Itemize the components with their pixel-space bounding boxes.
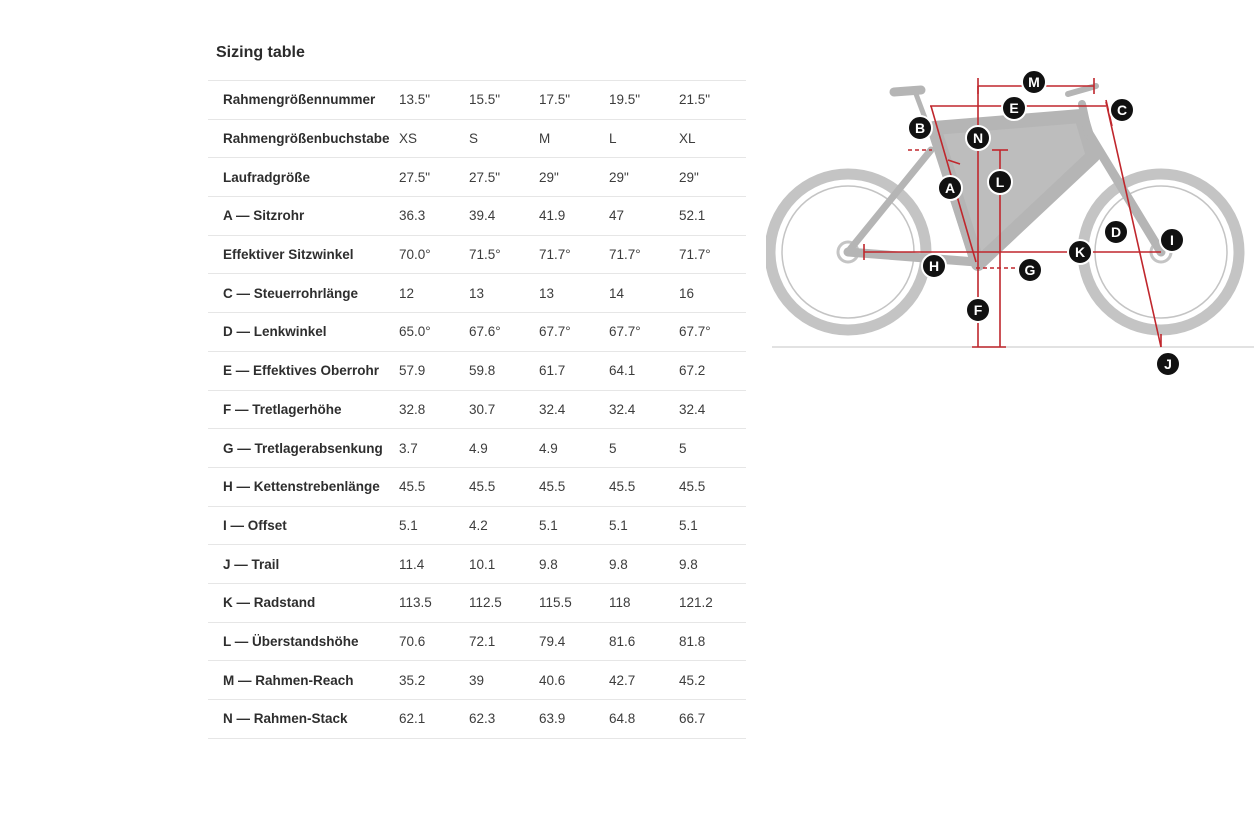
table-cell: 81.6 <box>609 633 636 649</box>
marker-badge-m <box>1022 70 1046 94</box>
table-cell: 21.5" <box>679 92 711 108</box>
row-label: J — Trail <box>223 556 280 572</box>
table-cell: 16 <box>679 285 695 301</box>
table-cell: 121.2 <box>679 595 713 611</box>
table-cell: 29" <box>679 169 699 185</box>
row-label: A — Sitzrohr <box>223 208 305 224</box>
table-cell: 9.8 <box>539 556 558 572</box>
marker-letter: C <box>1116 102 1128 118</box>
table-row <box>208 120 746 159</box>
table-cell: XS <box>399 131 418 147</box>
table-cell: 32.4 <box>609 401 636 417</box>
marker-letter: M <box>1028 74 1040 90</box>
table-cell: 9.8 <box>609 556 628 572</box>
table-row <box>208 81 746 120</box>
table-cell: 115.5 <box>539 595 572 611</box>
table-cell: 12 <box>399 285 415 301</box>
marker-badge-c <box>1110 98 1134 122</box>
marker-letter: E <box>1009 100 1019 116</box>
table-cell: 67.6° <box>469 324 501 340</box>
table-cell: 71.7° <box>609 247 641 263</box>
bike-geometry-diagram <box>766 64 1256 384</box>
table-cell: 45.5 <box>539 479 566 495</box>
marker-badge-h <box>922 254 946 278</box>
table-cell: XL <box>679 131 696 147</box>
table-cell: 4.2 <box>469 517 488 533</box>
table-cell: 13 <box>469 285 485 301</box>
table-cell: 17.5" <box>539 92 571 108</box>
table-row <box>208 391 746 430</box>
table-cell: 81.8 <box>679 633 706 649</box>
table-cell: 27.5" <box>469 169 501 185</box>
table-cell: 4.9 <box>469 440 488 456</box>
row-label: Rahmengrößenbuchstabe <box>223 131 390 147</box>
row-label: K — Radstand <box>223 595 316 611</box>
row-label: Rahmengrößennummer <box>223 92 376 108</box>
table-cell: L <box>609 131 617 147</box>
table-cell: 36.3 <box>399 208 426 224</box>
marker-letter: N <box>972 130 984 146</box>
marker-badge-d <box>1104 220 1128 244</box>
table-cell: 15.5" <box>469 92 501 108</box>
table-cell: 61.7 <box>539 363 566 379</box>
table-cell: 67.7° <box>609 324 641 340</box>
table-cell: 72.1 <box>469 633 496 649</box>
table-cell: 5.1 <box>539 517 558 533</box>
table-row <box>208 313 746 352</box>
table-cell: 13 <box>539 285 555 301</box>
sizing-table <box>208 80 746 739</box>
marker-badge-f <box>966 298 990 322</box>
table-cell: 71.5° <box>469 247 501 263</box>
table-cell: 57.9 <box>399 363 426 379</box>
table-cell: 39 <box>469 672 485 688</box>
table-cell: 45.5 <box>609 479 636 495</box>
table-cell: 9.8 <box>679 556 698 572</box>
table-row <box>208 623 746 662</box>
table-cell: 71.7° <box>679 247 711 263</box>
table-cell: 66.7 <box>679 711 706 727</box>
row-label: N — Rahmen-Stack <box>223 711 348 727</box>
table-row <box>208 468 746 507</box>
marker-badge-a <box>938 176 962 200</box>
row-label: I — Offset <box>223 517 287 533</box>
table-cell: 45.5 <box>679 479 706 495</box>
table-row <box>208 429 746 468</box>
table-cell: 11.4 <box>399 556 425 572</box>
row-label: Effektiver Sitzwinkel <box>223 247 354 263</box>
row-label: C — Steuerrohrlänge <box>223 285 359 301</box>
marker-letter: B <box>914 120 926 136</box>
marker-letter: F <box>973 302 983 318</box>
marker-letter: D <box>1110 224 1122 240</box>
table-row <box>208 507 746 546</box>
marker-letter: I <box>1170 232 1174 248</box>
table-cell: 5.1 <box>679 517 698 533</box>
table-cell: 41.9 <box>539 208 566 224</box>
table-cell: 64.8 <box>609 711 636 727</box>
table-cell: 29" <box>609 169 629 185</box>
table-cell: 64.1 <box>609 363 636 379</box>
table-cell: 5 <box>679 440 687 456</box>
table-cell: 52.1 <box>679 208 706 224</box>
table-cell: 67.7° <box>679 324 711 340</box>
marker-badge-n <box>966 126 990 150</box>
table-cell: 32.8 <box>399 401 426 417</box>
table-cell: 42.7 <box>609 672 636 688</box>
table-cell: 113.5 <box>399 595 432 611</box>
row-label: G — Tretlagerabsenkung <box>223 440 383 456</box>
table-cell: S <box>469 131 479 147</box>
marker-badge-j <box>1156 352 1180 376</box>
table-cell: 32.4 <box>679 401 706 417</box>
row-label: M — Rahmen-Reach <box>223 672 354 688</box>
table-row <box>208 158 746 197</box>
marker-letter: J <box>1164 356 1172 372</box>
marker-letter: L <box>995 174 1005 190</box>
table-cell: 45.2 <box>679 672 706 688</box>
table-cell: 35.2 <box>399 672 426 688</box>
table-cell: 27.5" <box>399 169 431 185</box>
table-row <box>208 352 746 391</box>
row-label: F — Tretlagerhöhe <box>223 401 342 417</box>
table-cell: 63.9 <box>539 711 566 727</box>
table-row <box>208 700 746 739</box>
table-cell: 45.5 <box>469 479 496 495</box>
table-cell: 62.3 <box>469 711 496 727</box>
table-cell: 32.4 <box>539 401 566 417</box>
table-cell: 67.7° <box>539 324 571 340</box>
table-cell: 45.5 <box>399 479 426 495</box>
row-label: H — Kettenstrebenlänge <box>223 479 380 495</box>
table-cell: 70.0° <box>399 247 431 263</box>
table-cell: 5 <box>609 440 617 456</box>
table-row <box>208 274 746 313</box>
table-cell: 65.0° <box>399 324 431 340</box>
table-cell: 13.5" <box>399 92 431 108</box>
table-cell: 112.5 <box>469 595 502 611</box>
row-label: L — Überstandshöhe <box>223 633 359 649</box>
table-row <box>208 545 746 584</box>
sizing-table-title: Sizing table <box>216 44 305 61</box>
table-cell: 67.2 <box>679 363 706 379</box>
marker-badge-i <box>1160 228 1184 252</box>
table-cell: 10.1 <box>469 556 496 572</box>
row-label: Laufradgröße <box>223 169 311 185</box>
table-cell: 19.5" <box>609 92 641 108</box>
table-cell: 39.4 <box>469 208 496 224</box>
table-cell: 5.1 <box>609 517 628 533</box>
row-label: D — Lenkwinkel <box>223 324 327 340</box>
marker-badge-b <box>908 116 932 140</box>
marker-letter: H <box>928 258 940 274</box>
marker-badge-e <box>1002 96 1026 120</box>
table-cell: 62.1 <box>399 711 426 727</box>
table-cell: 40.6 <box>539 672 566 688</box>
table-cell: 29" <box>539 169 559 185</box>
table-cell: 14 <box>609 285 625 301</box>
table-cell: 5.1 <box>399 517 418 533</box>
table-cell: 47 <box>609 208 625 224</box>
table-cell: 71.7° <box>539 247 571 263</box>
marker-letter: G <box>1024 262 1036 278</box>
table-cell: 70.6 <box>399 633 426 649</box>
table-row <box>208 584 746 623</box>
table-row <box>208 236 746 275</box>
marker-badge-g <box>1018 258 1042 282</box>
marker-badge-l <box>988 170 1012 194</box>
marker-badge-k <box>1068 240 1092 264</box>
table-cell: 3.7 <box>399 440 418 456</box>
table-row <box>208 661 746 700</box>
table-cell: 79.4 <box>539 633 566 649</box>
row-label: E — Effektives Oberrohr <box>223 363 380 379</box>
table-cell: 30.7 <box>469 401 496 417</box>
table-cell: 59.8 <box>469 363 496 379</box>
table-row <box>208 197 746 236</box>
marker-letter: K <box>1074 244 1086 260</box>
table-cell: 118 <box>609 595 631 611</box>
marker-letter: A <box>944 180 956 196</box>
table-cell: M <box>539 131 551 147</box>
table-cell: 4.9 <box>539 440 558 456</box>
